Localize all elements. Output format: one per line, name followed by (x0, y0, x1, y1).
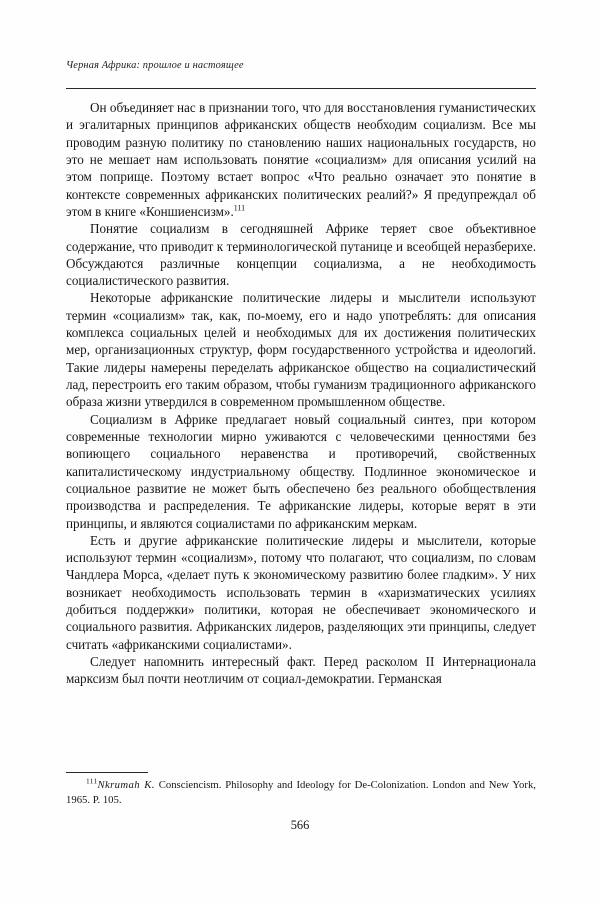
footnote-separator-rule (66, 772, 148, 773)
footnote-reference-marker[interactable]: 111 (233, 203, 246, 213)
running-head-rule (66, 88, 536, 89)
paragraph-text: Он объединяет нас в признании того, что для восстановления гуманистических и эгалитарных принципов африканских обществ необходим социализм. Все мы проводим разную политику по становлению наших национальных государств, но это не мешает нам использовать понятие «социализм» для описания усилий на этом поприще. Поэтому встает вопрос «Что реально означает это понятие в контексте современных африканских политических реалий?» Я предупреждал об этом в книге «Коншиенсизм». (66, 100, 536, 219)
paragraph: Есть и другие африканские политические лидеры и мыслители, которые используют термин «социализм», потому что полагают, что социализм, по словам Чандлера Морса, «делает путь к экономическому развитию более гладким». У них возникает необходимость использовать термин в «харизматических усилиях добиться поддержки» политики, которая не обеспечивает экономического и социального развития. Африканских лидеров, разделяющих эти принципы, следует считать «африканскими социалистами». (66, 532, 536, 652)
page-number: 566 (290, 818, 310, 832)
paragraph: Понятие социализм в сегодняшней Африке теряет свое объективное содержание, что приводит к терминологической путанице и всеобщей неразберихе. Обсуждаются различные концепции социализма, а не необходимость социалистического развития. (66, 221, 536, 289)
paragraph (66, 99, 536, 220)
footnote (66, 778, 536, 807)
running-head (66, 60, 536, 71)
footnote-number: 111 (86, 776, 98, 786)
paragraph: Следует напомнить интересный факт. Перед расколом II Интернационала марксизм был почти неотличим от социал-демократии. Германская (66, 654, 536, 687)
paragraph: Социализм в Африке предлагает новый социальный синтез, при котором современные технологии мирно уживаются с человеческими ценностями без вопиющего социального неравенства и противоречий, свойственных капиталистическому индустриальному обществу. Подлинное экономическое и социальное развитие не может быть обеспечено без реального обобществления производства и распределения. Те африканские лидеры, которые верят в эти принципы, и являются социалистами по африканским меркам. (66, 411, 536, 531)
body-text-block (66, 99, 536, 688)
footnote-citation-text: Consciencism. Philosophy and Ideology for De-Colonization. London and New York, 1965. P. 105. (66, 779, 536, 806)
running-head-text: Черная Африка: прошлое и настоящее (66, 60, 244, 71)
footnote-author: Nkrumah K. (97, 779, 155, 791)
paragraph: Некоторые африканские политические лидеры и мыслители используют термин «социализм» так, как, по-моему, его и надо употреблять: для описания комплекса социальных целей и необходимых для их достижения политических мер, организационных структур, форм государственного устройства и идеологий. Такие лидеры намерены переделать африканское общество на социалистический лад, перестроить его таким образом, чтобы гуманизм традиционного африканского образа жизни утвердился в современном промышленном обществе. (66, 290, 536, 410)
